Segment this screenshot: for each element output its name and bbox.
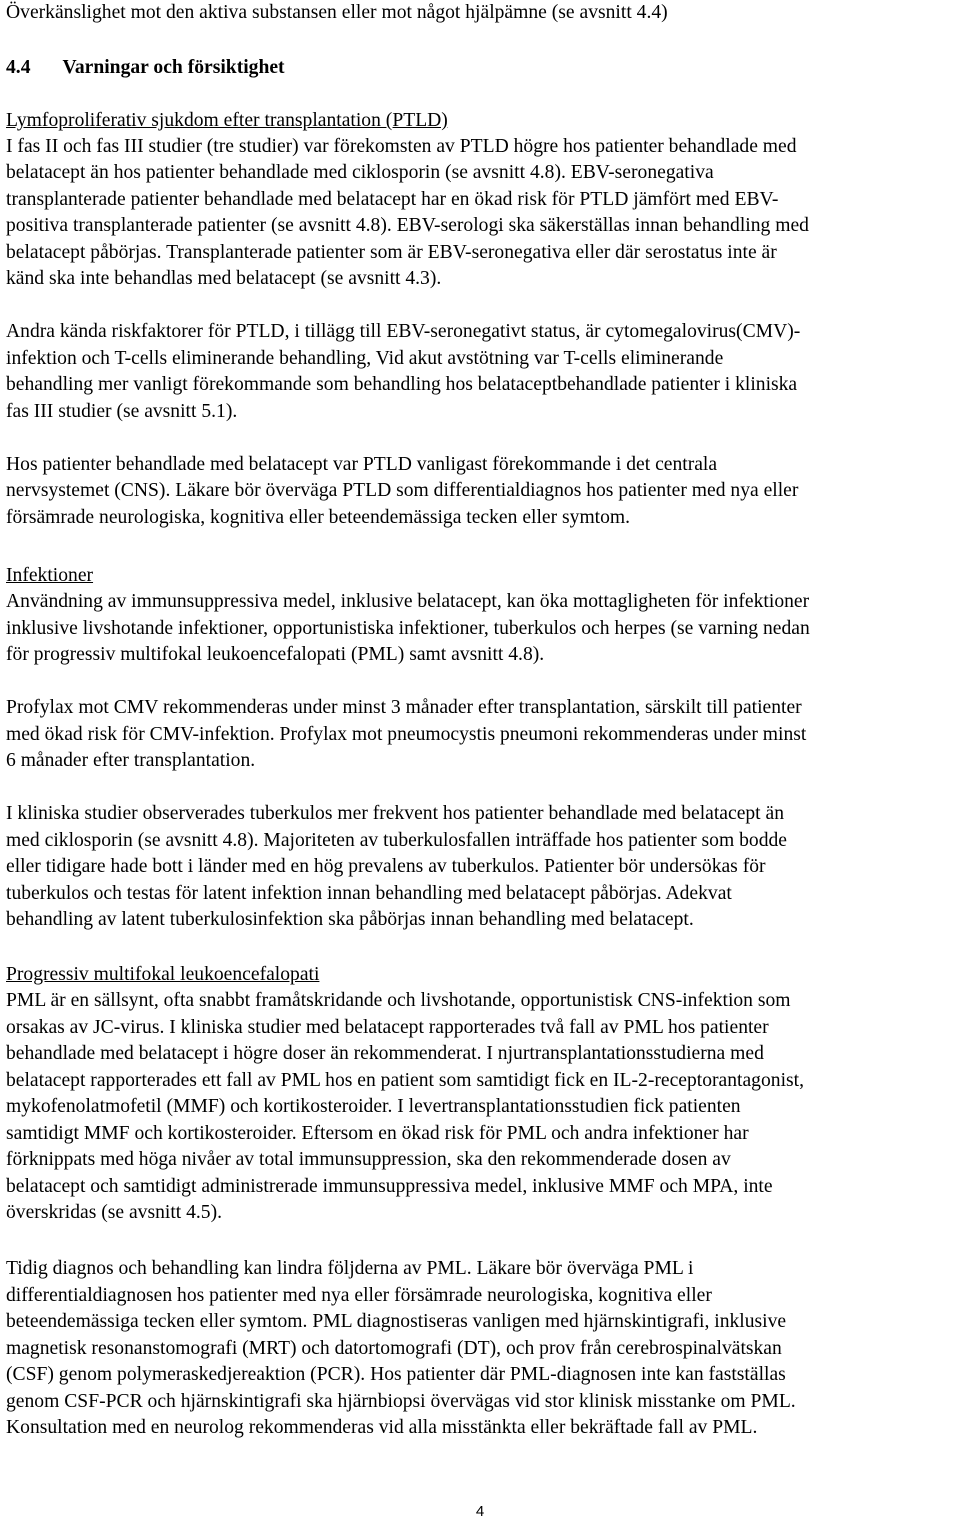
section-heading	[6, 55, 285, 81]
paragraph-line: belatacept och samtidigt administrerade immunsuppressiva medel, inklusive MMF och MPA, inte	[6, 1176, 773, 1197]
paragraph-line: magnetisk resonanstomografi (MRT) och datortomografi (DT), och prov från cerebrospinalvätskan	[6, 1338, 782, 1359]
paragraph-line: (CSF) genom polymeraskedjereaktion (PCR). Hos patienter där PML-diagnosen inte kan fastställas	[6, 1364, 786, 1385]
paragraph-line: behandling av latent tuberkulosinfektion ska påbörjas innan behandling med belatacept.	[6, 909, 694, 930]
paragraph-line: orsakas av JC-virus. I kliniska studier med belatacept rapporterades två fall av PML hos patienter	[6, 1017, 769, 1038]
paragraph-line: samtidigt MMF och kortikosteroider. Eftersom en ökad risk för PML och andra infektioner har	[6, 1123, 749, 1144]
paragraph-line: I kliniska studier observerades tuberkulos mer frekvent hos patienter behandlade med belatacept än	[6, 803, 785, 824]
paragraph-line: försämrade neurologiska, kognitiva eller beteendemässiga tecken eller symtom.	[6, 507, 631, 528]
paragraph-line: belatacept påbörjas. Transplanterade patienter som är EBV-seronegativa eller där serostatus inte är	[6, 242, 777, 263]
ptld-heading: Lymfoproliferativ sjukdom efter transplantation (PTLD)	[6, 110, 448, 131]
paragraph-line: överskridas (se avsnitt 4.5).	[6, 1202, 223, 1223]
paragraph-line: infektion och T-cells eliminerande behandling, Vid akut avstötning var T-cells eliminerande	[6, 348, 724, 369]
paragraph-line: känd ska inte behandlas med belatacept (se avsnitt 4.3).	[6, 268, 442, 289]
paragraph-line: behandling mer vanligt förekommande som behandling hos belataceptbehandlade patienter i kliniska	[6, 374, 798, 395]
paragraph-line: 6 månader efter transplantation.	[6, 750, 256, 771]
paragraph-line: för progressiv multifokal leukoencefalopati (PML) samt avsnitt 4.8).	[6, 644, 545, 665]
pml-heading: Progressiv multifokal leukoencefalopati	[6, 964, 320, 985]
paragraph-line: tuberkulos och testas för latent infektion innan behandling med belatacept påbörjas. Adekvat	[6, 883, 732, 904]
paragraph-line: I fas II och fas III studier (tre studier) var förekomsten av PTLD högre hos patienter behandlade med	[6, 136, 797, 157]
top-line: Överkänslighet mot den aktiva substansen eller mot något hjälpämne (se avsnitt 4.4)	[6, 2, 668, 23]
paragraph-line: med ökad risk för CMV-infektion. Profylax mot pneumocystis pneumoni rekommenderas under minst	[6, 724, 807, 745]
paragraph-line: Tidig diagnos och behandling kan lindra följderna av PML. Läkare bör överväga PML i	[6, 1258, 694, 1279]
paragraph-line: nervsystemet (CNS). Läkare bör överväga PTLD som differentialdiagnos hos patienter med nya eller	[6, 480, 799, 501]
paragraph-line: transplanterade patienter behandlade med belatacept har en ökad risk för PTLD jämfört med EBV-	[6, 189, 779, 210]
paragraph-line: positiva transplanterade patienter (se avsnitt 4.8). EBV-serologi ska säkerställas innan behandling med	[6, 215, 809, 236]
paragraph-line: Hos patienter behandlade med belatacept var PTLD vanligast förekommande i det centrala	[6, 454, 718, 475]
paragraph-line: Andra kända riskfaktorer för PTLD, i tillägg till EBV-seronegativt status, är cytomegalovirus(CMV)-	[6, 321, 801, 342]
paragraph-line: Användning av immunsuppressiva medel, inklusive belatacept, kan öka mottagligheten för infektioner	[6, 591, 810, 612]
paragraph-line: inklusive livshotande infektioner, opportunistiska infektioner, tuberkulos och herpes (se varning nedan	[6, 618, 810, 639]
section-title: Varningar och försiktighet	[62, 57, 285, 78]
page-number: 4	[475, 1503, 485, 1520]
paragraph-line: med ciklosporin (se avsnitt 4.8). Majoriteten av tuberkulosfallen inträffade hos patienter som bodde	[6, 830, 788, 851]
paragraph-line: beteendemässiga tecken eller symtom. PML diagnostiseras vanligen med hjärnskintigrafi, inklusive	[6, 1311, 787, 1332]
paragraph-line: PML är en sällsynt, ofta snabbt framåtskridande och livshotande, opportunistisk CNS-infektion som	[6, 990, 791, 1011]
paragraph-line: genom CSF-PCR och hjärnskintigrafi ska hjärnbiopsi övervägas vid stor klinisk misstanke om PML.	[6, 1391, 796, 1412]
paragraph-line: belatacept rapporterades ett fall av PML hos en patient som samtidigt fick en IL-2-receptorantagonist,	[6, 1070, 804, 1091]
paragraph-line: Profylax mot CMV rekommenderas under minst 3 månader efter transplantation, särskilt till patienter	[6, 697, 802, 718]
paragraph-line: belatacept än hos patienter behandlade med ciklosporin (se avsnitt 4.8). EBV-seronegativa	[6, 162, 714, 183]
paragraph-line: differentialdiagnosen hos patienter med nya eller försämrade neurologiska, kognitiva eller	[6, 1285, 712, 1306]
paragraph-line: Konsultation med en neurolog rekommenderas vid alla misstänkta eller bekräftade fall av PML.	[6, 1417, 758, 1438]
paragraph-line: eller tidigare hade bott i länder med en hög prevalens av tuberkulos. Patienter bör undersökas för	[6, 856, 766, 877]
paragraph-line: behandlade med belatacept i högre doser än rekommenderat. I njurtransplantationsstudierna med	[6, 1043, 764, 1064]
paragraph-line: mykofenolatmofetil (MMF) och kortikosteroider. I levertransplantationsstudien fick patienten	[6, 1096, 741, 1117]
infektioner-heading: Infektioner	[6, 565, 94, 586]
paragraph-line: fas III studier (se avsnitt 5.1).	[6, 401, 238, 422]
section-number: 4.4	[6, 57, 31, 78]
paragraph-line: förknippats med höga nivåer av total immunsuppression, ska den rekommenderade dosen av	[6, 1149, 731, 1170]
